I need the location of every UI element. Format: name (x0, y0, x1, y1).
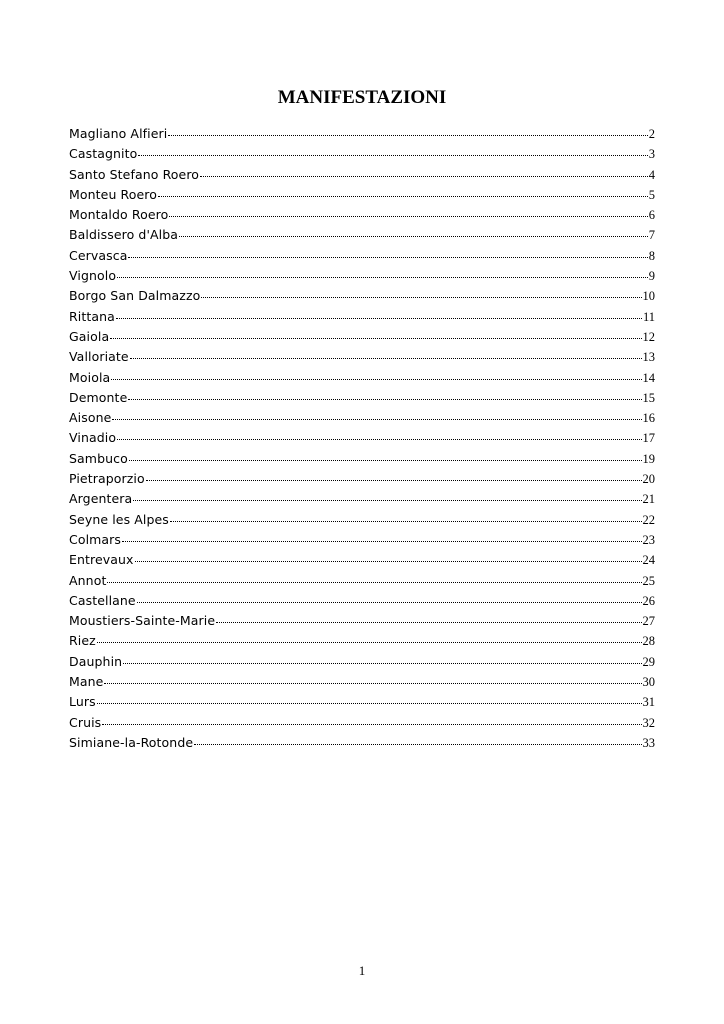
dot-leader (104, 673, 641, 684)
dot-leader (97, 632, 642, 643)
toc-entry-page-number: 27 (642, 614, 655, 629)
dot-leader (112, 409, 641, 420)
toc-entry-label: Seyne les Alpes (69, 511, 169, 527)
toc-entry-page-number: 32 (642, 715, 655, 730)
toc-entry[interactable] (69, 167, 655, 187)
page-number: 1 (358, 963, 366, 978)
toc-entry-page-number: 25 (642, 573, 655, 588)
toc-entry-label: Mane (69, 674, 104, 690)
page-title: MANIFESTAZIONI (277, 87, 447, 108)
toc-entry-label: Colmars (69, 531, 122, 547)
dot-leader (137, 592, 642, 603)
toc-entry-page-number: 8 (648, 248, 655, 263)
toc-entry-page-number: 24 (642, 553, 655, 568)
toc-entry-label: Santo Stefano Roero (69, 166, 200, 182)
dot-leader (201, 287, 641, 298)
toc-entry[interactable] (69, 430, 655, 450)
dot-leader (128, 247, 647, 258)
toc-entry-label: Aisone (69, 410, 112, 426)
toc-entry-label: Argentera (69, 491, 133, 507)
toc-entry[interactable] (69, 694, 655, 714)
toc-entry[interactable] (69, 309, 655, 329)
toc-entry-page-number: 7 (648, 228, 655, 243)
toc-entry[interactable] (69, 512, 655, 532)
toc-entry-label: Annot (69, 572, 107, 588)
toc-entry-label: Montaldo Roero (69, 207, 169, 223)
dot-leader (122, 531, 641, 542)
toc-entry-label: Castellane (69, 592, 136, 608)
toc-entry-page-number: 14 (642, 370, 655, 385)
toc-entry[interactable] (69, 187, 655, 207)
toc-entry[interactable] (69, 593, 655, 613)
toc-entry[interactable] (69, 146, 655, 166)
dot-leader (117, 267, 648, 278)
dot-leader (200, 166, 648, 177)
dot-leader (129, 450, 642, 461)
toc-entry-page-number: 3 (648, 147, 655, 162)
toc-entry-page-number: 26 (642, 593, 655, 608)
toc-entry[interactable] (69, 552, 655, 572)
toc-entry-page-number: 4 (648, 167, 655, 182)
toc-entry[interactable] (69, 288, 655, 308)
dot-leader (130, 348, 642, 359)
toc-entry-page-number: 16 (642, 411, 655, 426)
toc-entry-label: Magliano Alfieri (69, 126, 168, 141)
toc-entry-label: Cruis (69, 714, 102, 730)
toc-entry-label: Castagnito (69, 146, 138, 162)
toc-entry[interactable] (69, 126, 655, 146)
toc-entry-label: Sambuco (69, 450, 128, 466)
dot-leader (135, 551, 642, 562)
toc-entry[interactable] (69, 207, 655, 227)
toc-entry-page-number: 2 (648, 127, 655, 141)
toc-entry-label: Monteu Roero (69, 186, 158, 202)
toc-entry[interactable] (69, 532, 655, 552)
toc-entry-page-number: 20 (642, 472, 655, 487)
toc-entry[interactable] (69, 410, 655, 430)
dot-leader (107, 572, 641, 583)
dot-leader (111, 369, 641, 380)
toc-entry-label: Vignolo (69, 268, 117, 284)
toc-entry-page-number: 9 (648, 269, 655, 284)
dot-leader (146, 470, 642, 481)
table-of-contents (69, 126, 655, 755)
dot-leader (128, 389, 641, 400)
toc-entry-label: Baldissero d'Alba (69, 227, 179, 243)
toc-entry[interactable] (69, 613, 655, 633)
toc-entry-label: Pietraporzio (69, 471, 145, 487)
dot-leader (123, 653, 641, 664)
toc-entry-label: Valloriate (69, 349, 129, 365)
toc-entry-label: Vinadio (69, 430, 117, 446)
toc-entry[interactable] (69, 370, 655, 390)
toc-entry[interactable] (69, 735, 655, 755)
dot-leader (170, 511, 642, 522)
toc-entry[interactable] (69, 573, 655, 593)
toc-entry-page-number: 28 (642, 634, 655, 649)
toc-entry-label: Dauphin (69, 653, 123, 669)
toc-entry[interactable] (69, 674, 655, 694)
toc-entry-page-number: 19 (642, 451, 655, 466)
dot-leader (169, 206, 647, 217)
toc-entry-label: Gaiola (69, 328, 110, 344)
toc-entry-page-number: 5 (648, 187, 655, 202)
toc-entry-page-number: 17 (642, 431, 655, 446)
toc-entry-label: Demonte (69, 389, 128, 405)
toc-entry[interactable] (69, 633, 655, 653)
toc-entry[interactable] (69, 248, 655, 268)
toc-entry[interactable] (69, 227, 655, 247)
dot-leader (216, 612, 641, 623)
dot-leader (133, 490, 641, 501)
toc-entry[interactable] (69, 451, 655, 471)
toc-entry-page-number: 33 (642, 735, 655, 750)
dot-leader (179, 226, 648, 237)
toc-entry[interactable] (69, 268, 655, 288)
dot-leader (110, 328, 641, 339)
toc-entry-page-number: 12 (642, 329, 655, 344)
toc-entry[interactable] (69, 390, 655, 410)
toc-entry[interactable] (69, 715, 655, 735)
toc-entry-page-number: 10 (642, 289, 655, 304)
toc-entry[interactable] (69, 471, 655, 491)
toc-entry-label: Rittana (69, 308, 115, 324)
dot-leader (158, 186, 648, 197)
toc-entry-label: Lurs (69, 694, 96, 710)
toc-entry[interactable] (69, 491, 655, 511)
toc-entry-label: Borgo San Dalmazzo (69, 288, 201, 304)
toc-entry-page-number: 13 (642, 350, 655, 365)
toc-entry-label: Entrevaux (69, 552, 134, 568)
toc-entry-label: Riez (69, 633, 96, 649)
toc-entry[interactable] (69, 329, 655, 349)
dot-leader (97, 693, 642, 704)
toc-entry-page-number: 30 (642, 675, 655, 690)
toc-entry-page-number: 22 (642, 512, 655, 527)
toc-entry-label: Cervasca (69, 247, 128, 263)
toc-entry-label: Moiola (69, 369, 111, 385)
toc-entry-page-number: 29 (642, 654, 655, 669)
dot-leader (168, 125, 647, 136)
dot-leader (117, 429, 641, 440)
toc-entry-page-number: 6 (648, 208, 655, 223)
toc-entry-label: Moustiers-Sainte-Marie (69, 613, 216, 629)
toc-entry-page-number: 15 (642, 390, 655, 405)
toc-entry[interactable] (69, 654, 655, 674)
toc-entry[interactable] (69, 349, 655, 369)
toc-entry-page-number: 21 (642, 492, 655, 507)
toc-entry-page-number: 11 (642, 309, 655, 324)
dot-leader (116, 308, 642, 319)
toc-entry-label: Simiane-la-Rotonde (69, 734, 194, 750)
dot-leader (194, 734, 641, 745)
dot-leader (102, 714, 641, 725)
toc-entry-page-number: 23 (642, 532, 655, 547)
dot-leader (138, 145, 647, 156)
toc-entry-page-number: 31 (642, 695, 655, 710)
